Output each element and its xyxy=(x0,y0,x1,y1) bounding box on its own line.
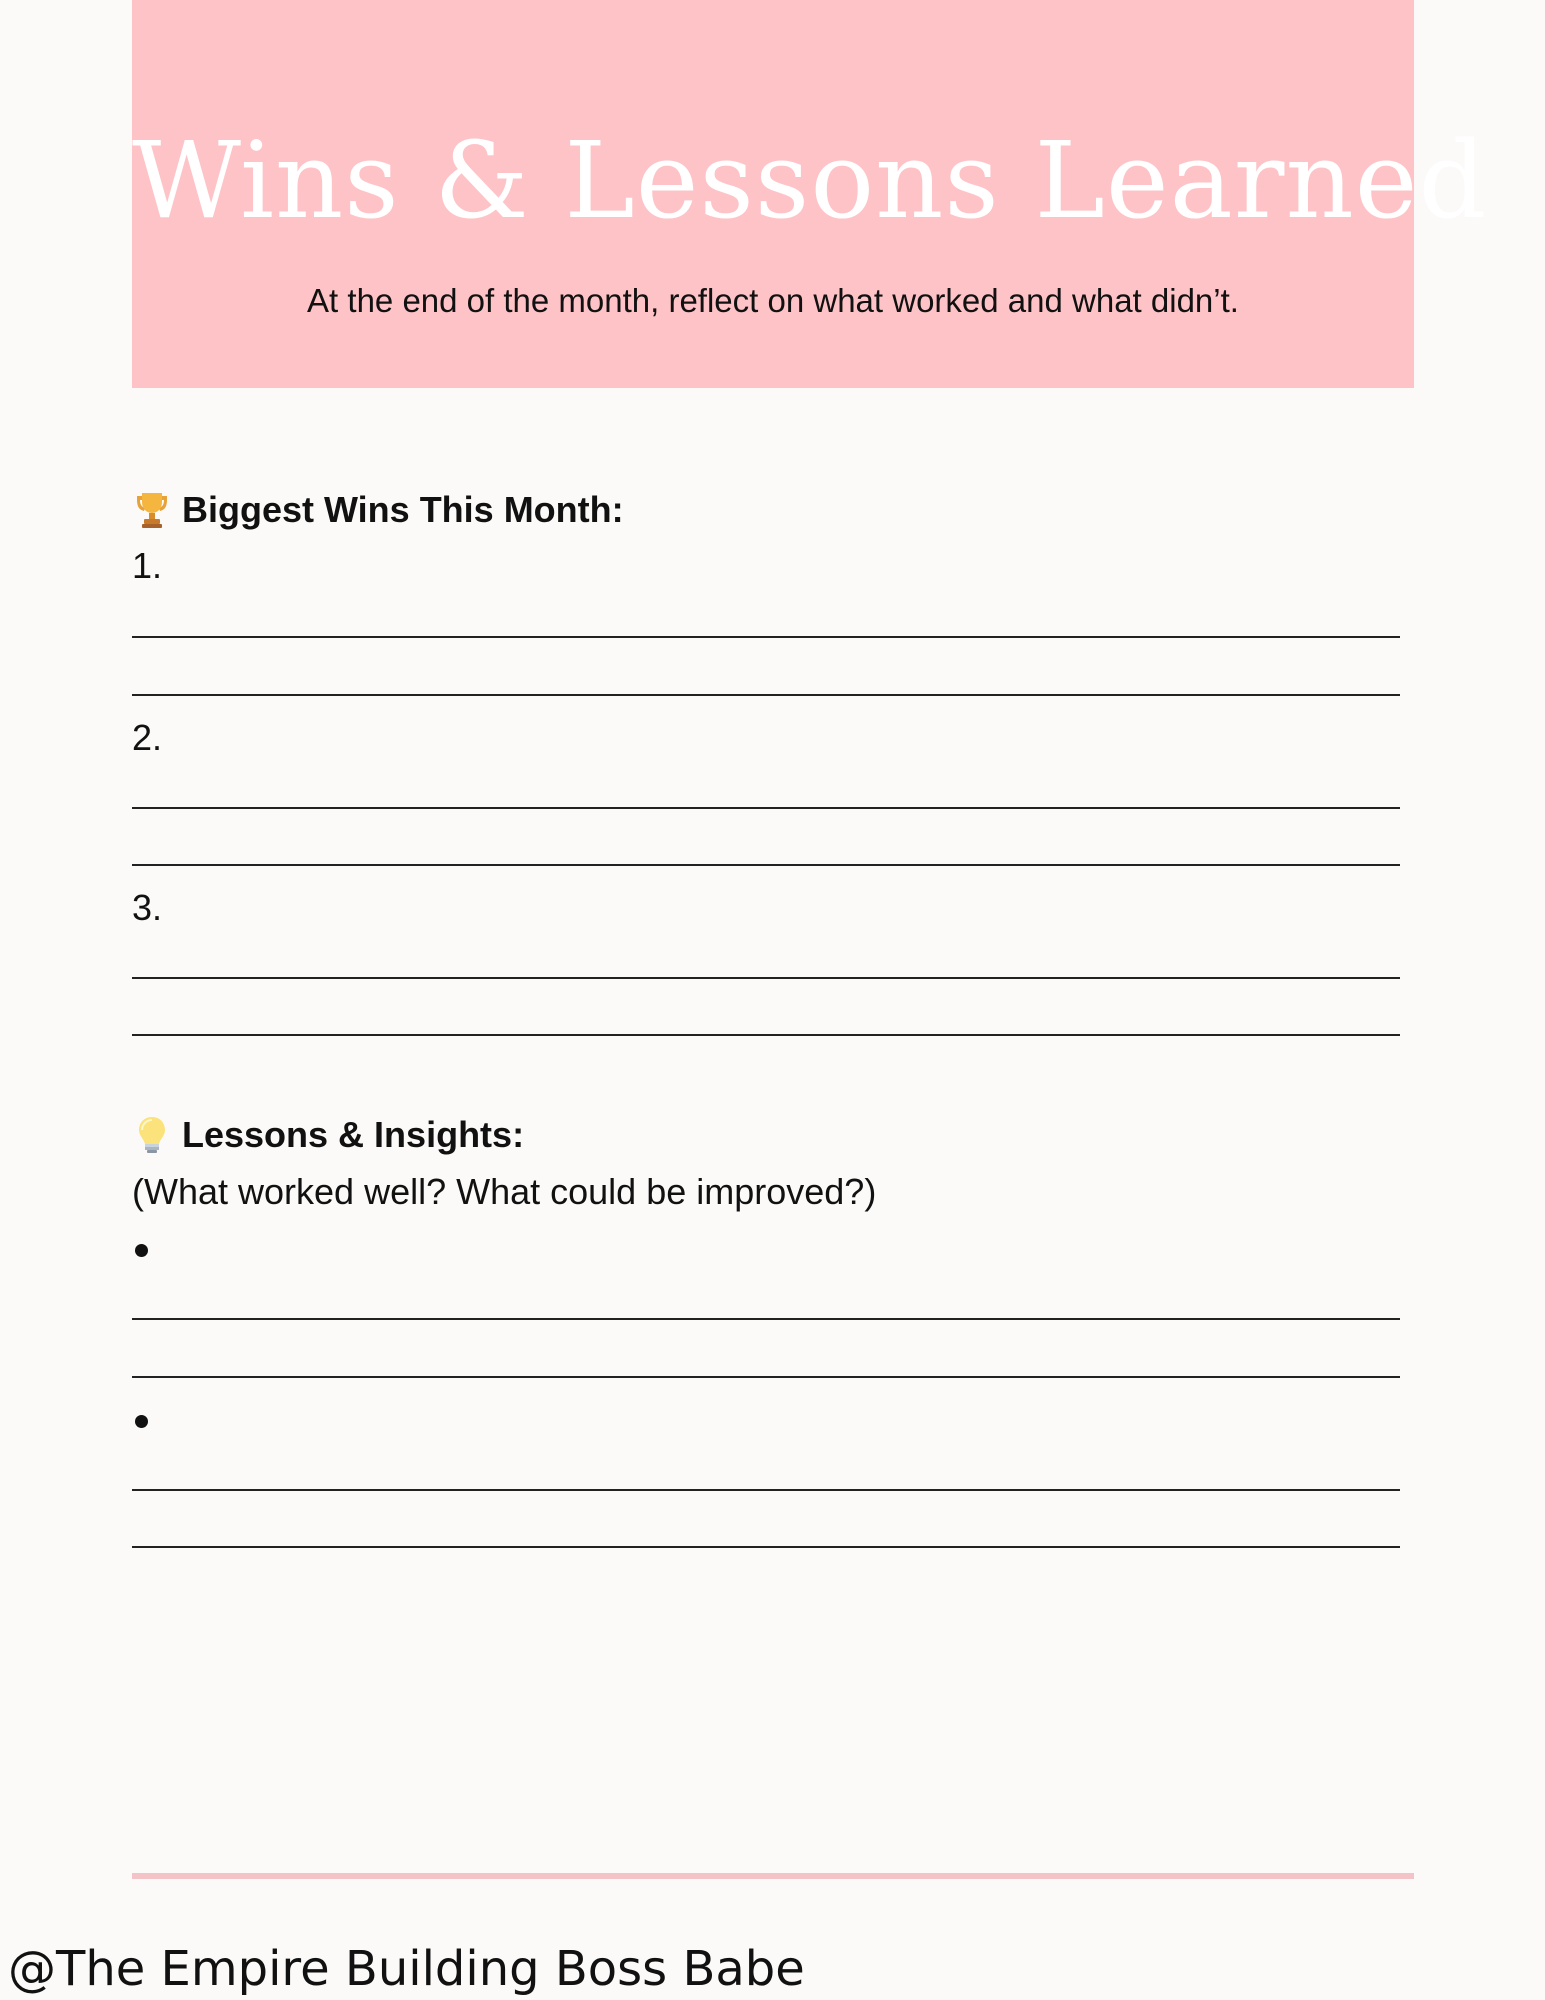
write-line[interactable] xyxy=(132,1376,1400,1378)
footer-divider xyxy=(132,1873,1414,1879)
trophy-icon xyxy=(132,490,172,530)
write-line[interactable] xyxy=(132,807,1400,809)
write-line[interactable] xyxy=(132,977,1400,979)
write-line[interactable] xyxy=(132,1034,1400,1036)
wins-heading xyxy=(132,490,624,530)
bullet-point xyxy=(135,1244,148,1257)
footer-credit: @The Empire Building Boss Babe xyxy=(8,1941,805,1997)
page-title: Wins & Lessons Learned xyxy=(132,119,1488,242)
wins-heading-label: Biggest Wins This Month: xyxy=(182,489,624,530)
lessons-heading-label: Lessons & Insights: xyxy=(182,1114,525,1155)
win-number-2: 2. xyxy=(132,717,163,758)
write-line[interactable] xyxy=(132,694,1400,696)
write-line[interactable] xyxy=(132,864,1400,866)
write-line[interactable] xyxy=(132,1546,1400,1548)
write-line[interactable] xyxy=(132,636,1400,638)
write-line[interactable] xyxy=(132,1318,1400,1320)
lessons-prompt: (What worked well? What could be improved?) xyxy=(132,1171,877,1212)
win-number-3: 3. xyxy=(132,887,163,928)
lightbulb-icon xyxy=(132,1115,172,1155)
header-banner xyxy=(132,0,1488,388)
lessons-heading xyxy=(132,1115,524,1155)
bullet-point xyxy=(135,1415,148,1428)
win-number-1: 1. xyxy=(132,545,163,586)
write-line[interactable] xyxy=(132,1489,1400,1491)
page-subtitle: At the end of the month, reflect on what worked and what didn’t. xyxy=(307,282,1239,319)
